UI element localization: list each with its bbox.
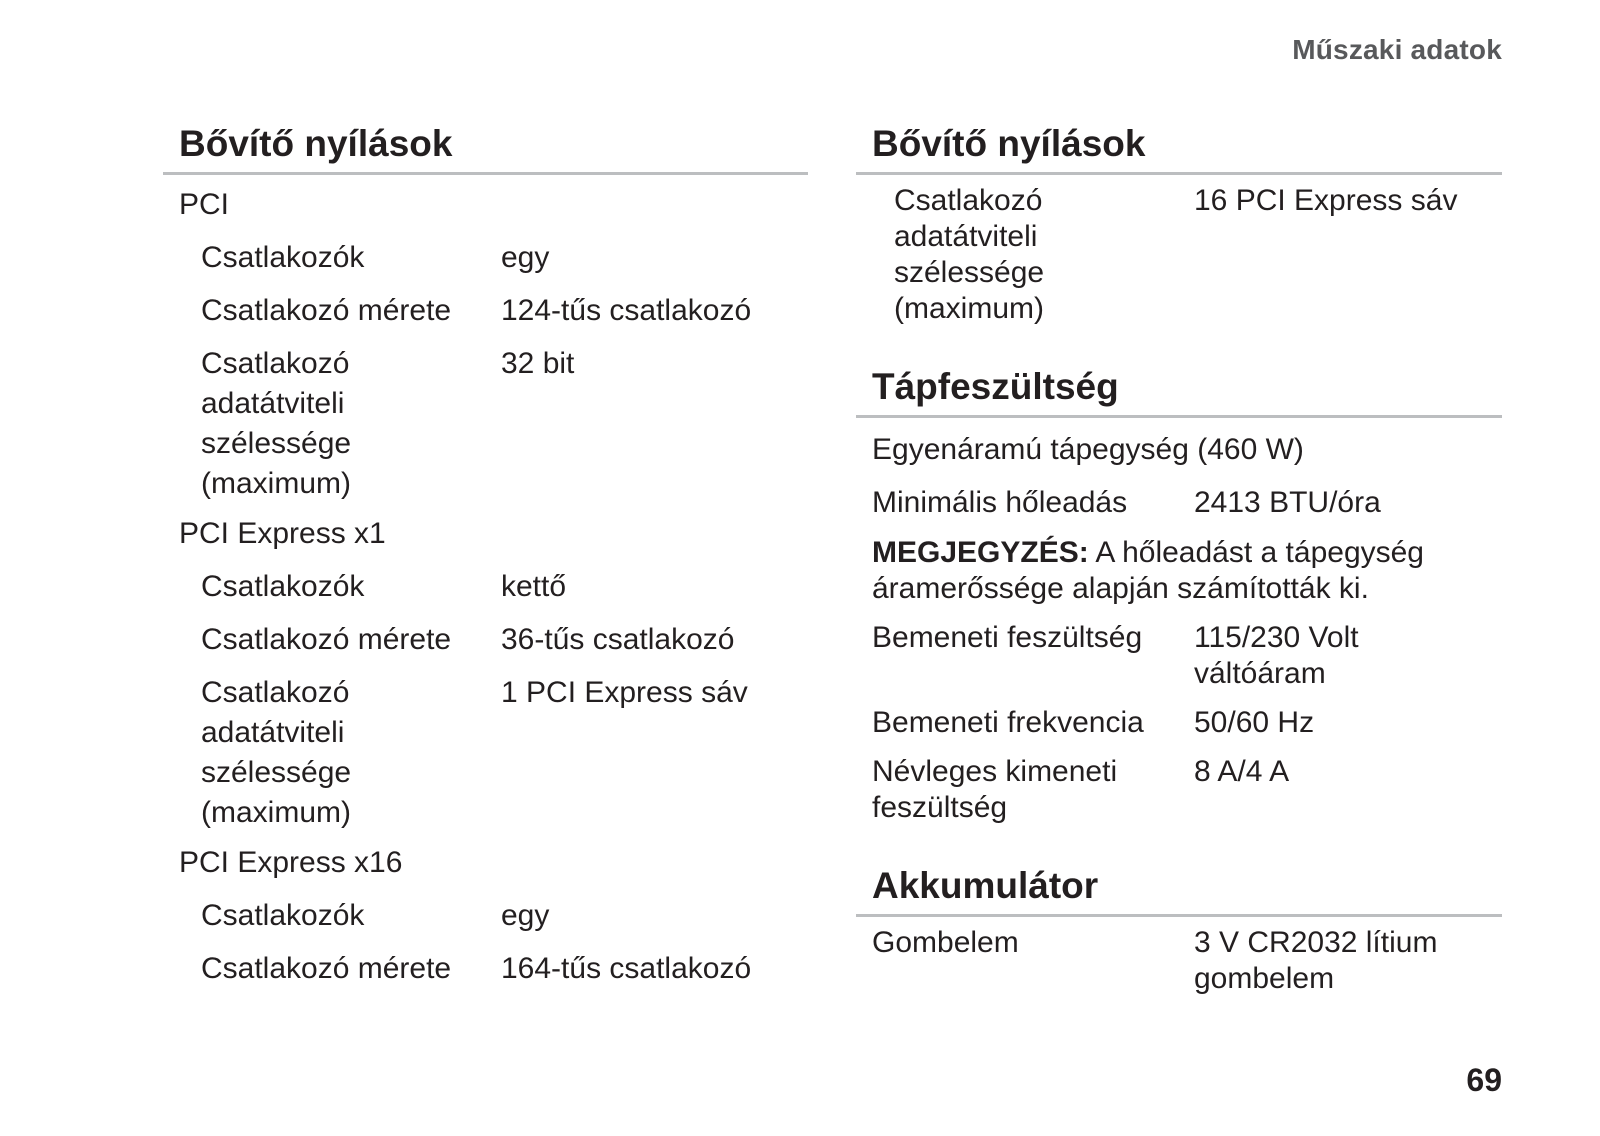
spec-value: 1 PCI Express sáv — [501, 676, 748, 709]
spec-value: 50/60 Hz — [1194, 706, 1315, 739]
note-label: MEGJEGYZÉS: — [872, 536, 1089, 569]
spec-row — [856, 754, 1502, 826]
spec-row — [163, 344, 808, 504]
group-label-pci: PCI — [179, 188, 230, 221]
left-column — [163, 122, 808, 989]
spec-value: 2413 BTU/óra — [1194, 486, 1381, 519]
spec-row — [163, 896, 808, 936]
spec-key: Bemeneti frekvencia — [872, 706, 1144, 739]
spec-key: Csatlakozók — [201, 241, 365, 274]
spec-key: Csatlakozók — [201, 899, 365, 932]
note-text: A hőleadást a tápegység áramerőssége alapján számították ki. — [872, 536, 1424, 605]
spec-row — [856, 183, 1502, 327]
spec-value: egy — [501, 241, 550, 274]
spec-key: Csatlakozó adatátviteli szélessége (maximum) — [894, 184, 1045, 325]
spec-value: 124-tűs csatlakozó — [501, 294, 752, 327]
spec-row — [163, 949, 808, 989]
spec-key: Csatlakozó mérete — [201, 623, 452, 656]
power-supply-line: Egyenáramú tápegység (460 W) — [872, 433, 1304, 466]
note — [856, 535, 1502, 607]
spec-row — [163, 238, 808, 278]
section-title-expansion-slots-continued: Bővítő nyílások — [856, 122, 1502, 175]
spec-row — [856, 925, 1502, 997]
spec-key: Csatlakozó adatátviteli szélessége (maximum) — [201, 676, 352, 829]
spec-row — [163, 620, 808, 660]
spec-key: Bemeneti feszültség — [872, 621, 1143, 654]
spec-row — [163, 567, 808, 607]
spec-value: 115/230 Volt váltóáram — [1194, 621, 1359, 690]
spec-value: 164-tűs csatlakozó — [501, 952, 752, 985]
spec-value: 8 A/4 A — [1194, 755, 1290, 788]
spec-row — [856, 620, 1502, 692]
spec-key: Csatlakozók — [201, 570, 365, 603]
spec-value: 32 bit — [501, 347, 575, 380]
group-label-pci-express-x16: PCI Express x16 — [179, 846, 403, 879]
spec-key: Gombelem — [872, 926, 1019, 959]
right-column — [856, 122, 1502, 997]
spec-value: 36-tűs csatlakozó — [501, 623, 735, 656]
section-title-power: Tápfeszültség — [856, 365, 1502, 418]
section-title-expansion-slots: Bővítő nyílások — [163, 122, 808, 175]
spec-value: 16 PCI Express sáv — [1194, 184, 1458, 217]
spec-value: egy — [501, 899, 550, 932]
group-label-pci-express-x1: PCI Express x1 — [179, 517, 386, 550]
spec-value: kettő — [501, 570, 567, 603]
spec-value: 3 V CR2032 lítium gombelem — [1194, 926, 1438, 995]
spec-key: Névleges kimeneti feszültség — [872, 755, 1118, 824]
page-number: 69 — [1466, 1062, 1502, 1098]
spec-key: Csatlakozó mérete — [201, 952, 452, 985]
section-title-battery: Akkumulátor — [856, 864, 1502, 917]
running-header: Műszaki adatok — [1292, 34, 1502, 65]
spec-key: Csatlakozó mérete — [201, 294, 452, 327]
spec-row — [163, 291, 808, 331]
spec-key: Csatlakozó adatátviteli szélessége (maximum) — [201, 347, 352, 500]
spec-row — [163, 673, 808, 833]
spec-row — [856, 483, 1502, 523]
spec-row — [856, 705, 1502, 741]
spec-key: Minimális hőleadás — [872, 486, 1128, 519]
